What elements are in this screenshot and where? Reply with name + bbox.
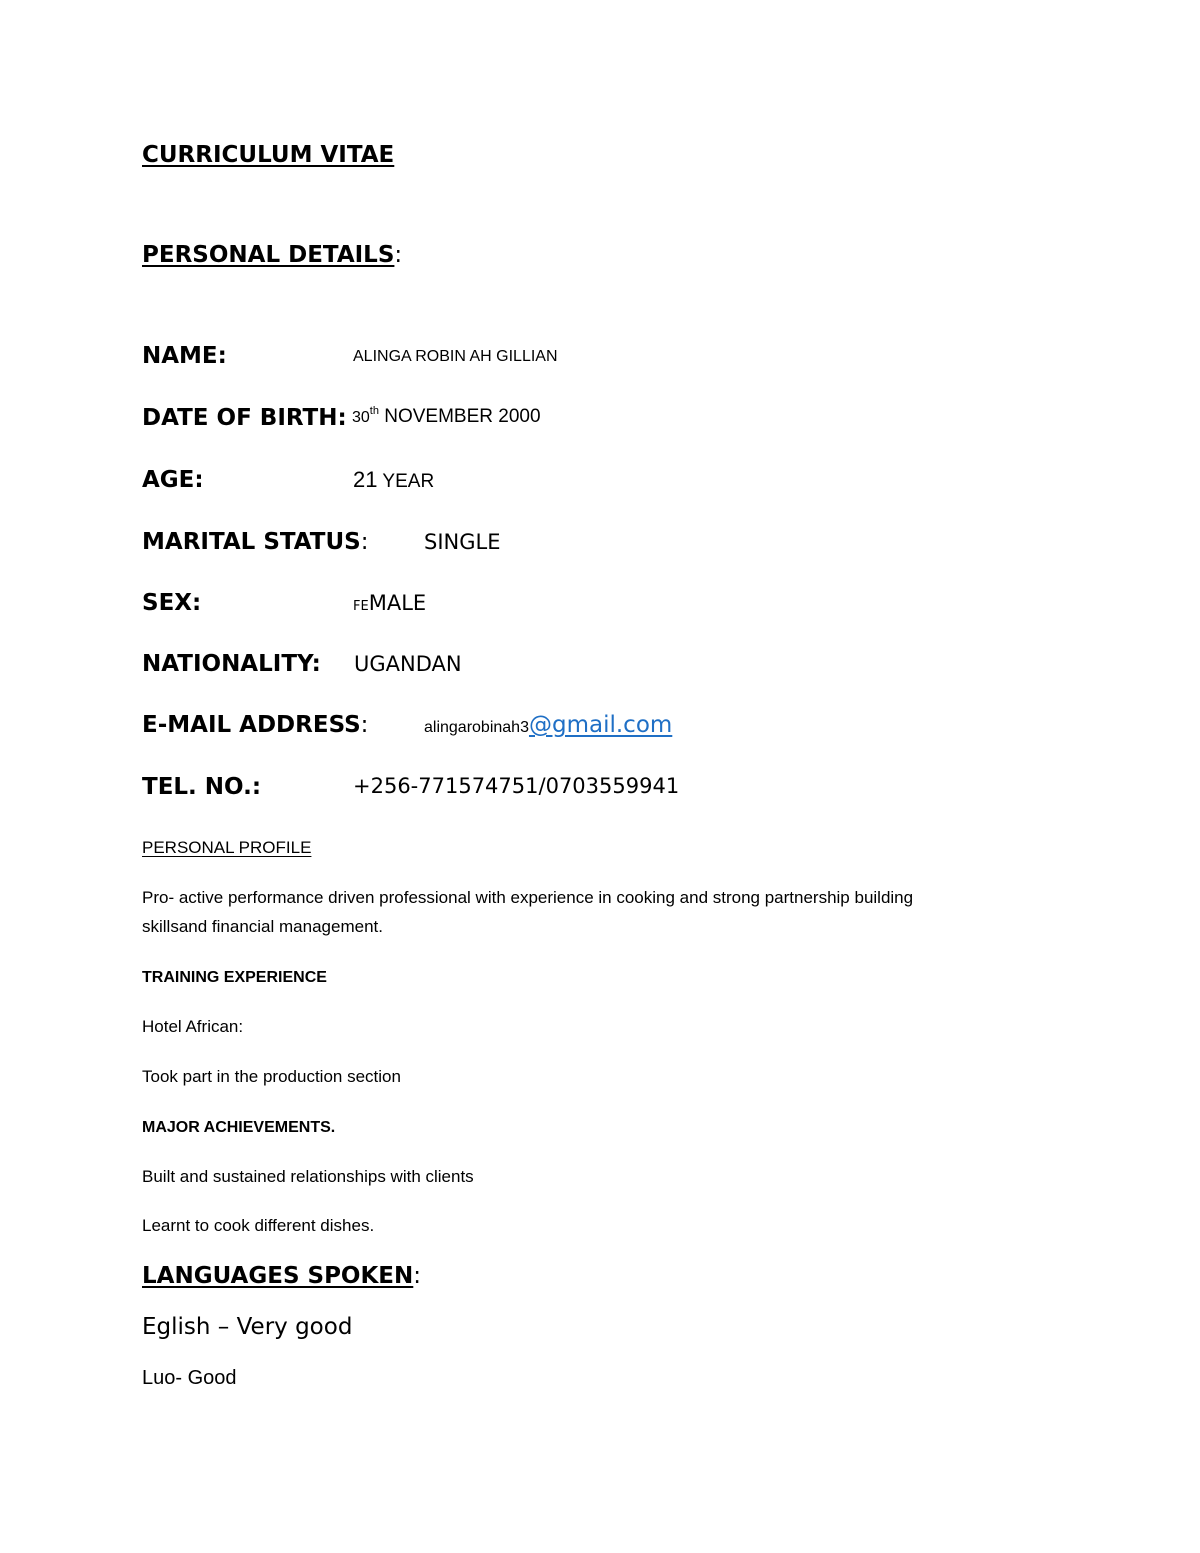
email-colon: : bbox=[360, 712, 369, 738]
tel-value: +256-771574751/0703559941 bbox=[353, 774, 680, 798]
dob-value bbox=[352, 405, 541, 428]
marital-value: SINGLE bbox=[424, 530, 501, 554]
marital-row bbox=[142, 529, 369, 555]
sex-prefix: FE bbox=[353, 599, 369, 614]
personal-details-label: PERSONAL DETAILS bbox=[142, 242, 395, 268]
languages-heading: LANGUAGES SPOKEN bbox=[142, 1263, 414, 1289]
nationality-value: UGANDAN bbox=[354, 652, 462, 676]
name-label: NAME: bbox=[142, 343, 227, 369]
age-value bbox=[353, 467, 434, 493]
tel-label: TEL. NO.: bbox=[142, 774, 262, 800]
training-place: Hotel African: bbox=[142, 1017, 244, 1036]
sex-value bbox=[353, 591, 426, 615]
dob-label: DATE OF BIRTH bbox=[142, 405, 338, 431]
profile-line-1: Pro- active performance driven professional with experience in cooking and strong partnership building bbox=[142, 888, 914, 907]
email-user: alingarobinah3 bbox=[424, 719, 529, 736]
sex-rest: MALE bbox=[368, 591, 427, 615]
email-domain-link[interactable]: @gmail.com bbox=[528, 712, 673, 738]
marital-colon: : bbox=[360, 529, 369, 555]
languages-colon: : bbox=[413, 1263, 422, 1289]
marital-label: MARITAL STATUS bbox=[142, 529, 361, 555]
age-number: 21 bbox=[353, 467, 378, 492]
profile-line-2: skillsand financial management. bbox=[142, 917, 383, 936]
email-value[interactable] bbox=[424, 712, 672, 738]
achievement-item-1: Built and sustained relationships with clients bbox=[142, 1167, 474, 1186]
languages-heading-row bbox=[142, 1263, 421, 1289]
language-item-2: Luo- Good bbox=[142, 1367, 237, 1389]
dob-suffix: th bbox=[369, 405, 379, 417]
nationality-label: NATIONALITY: bbox=[142, 651, 321, 677]
sex-label: SEX: bbox=[142, 590, 202, 616]
training-heading: TRAINING EXPERIENCE bbox=[142, 969, 327, 986]
personal-details-colon: : bbox=[394, 242, 403, 268]
personal-details-heading bbox=[142, 242, 402, 268]
name-value: ALINGA ROBIN AH GILLIAN bbox=[353, 348, 558, 365]
profile-heading: PERSONAL PROFILE bbox=[142, 838, 312, 857]
dob-rest: NOVEMBER 2000 bbox=[378, 406, 541, 427]
training-detail: Took part in the production section bbox=[142, 1067, 401, 1086]
page-title: CURRICULUM VITAE bbox=[142, 142, 395, 168]
dob-colon: : bbox=[337, 405, 347, 431]
age-label: AGE: bbox=[142, 467, 204, 493]
achievements-heading: MAJOR ACHIEVEMENTS. bbox=[142, 1119, 336, 1136]
language-item-1: Eglish – Very good bbox=[142, 1314, 353, 1340]
age-unit: YEAR bbox=[377, 471, 435, 492]
achievement-item-2: Learnt to cook different dishes. bbox=[142, 1216, 375, 1235]
email-row bbox=[142, 712, 368, 738]
dob-row bbox=[142, 405, 347, 431]
dob-day: 30 bbox=[352, 409, 370, 426]
email-label: E-MAIL ADDRESS bbox=[142, 712, 361, 738]
